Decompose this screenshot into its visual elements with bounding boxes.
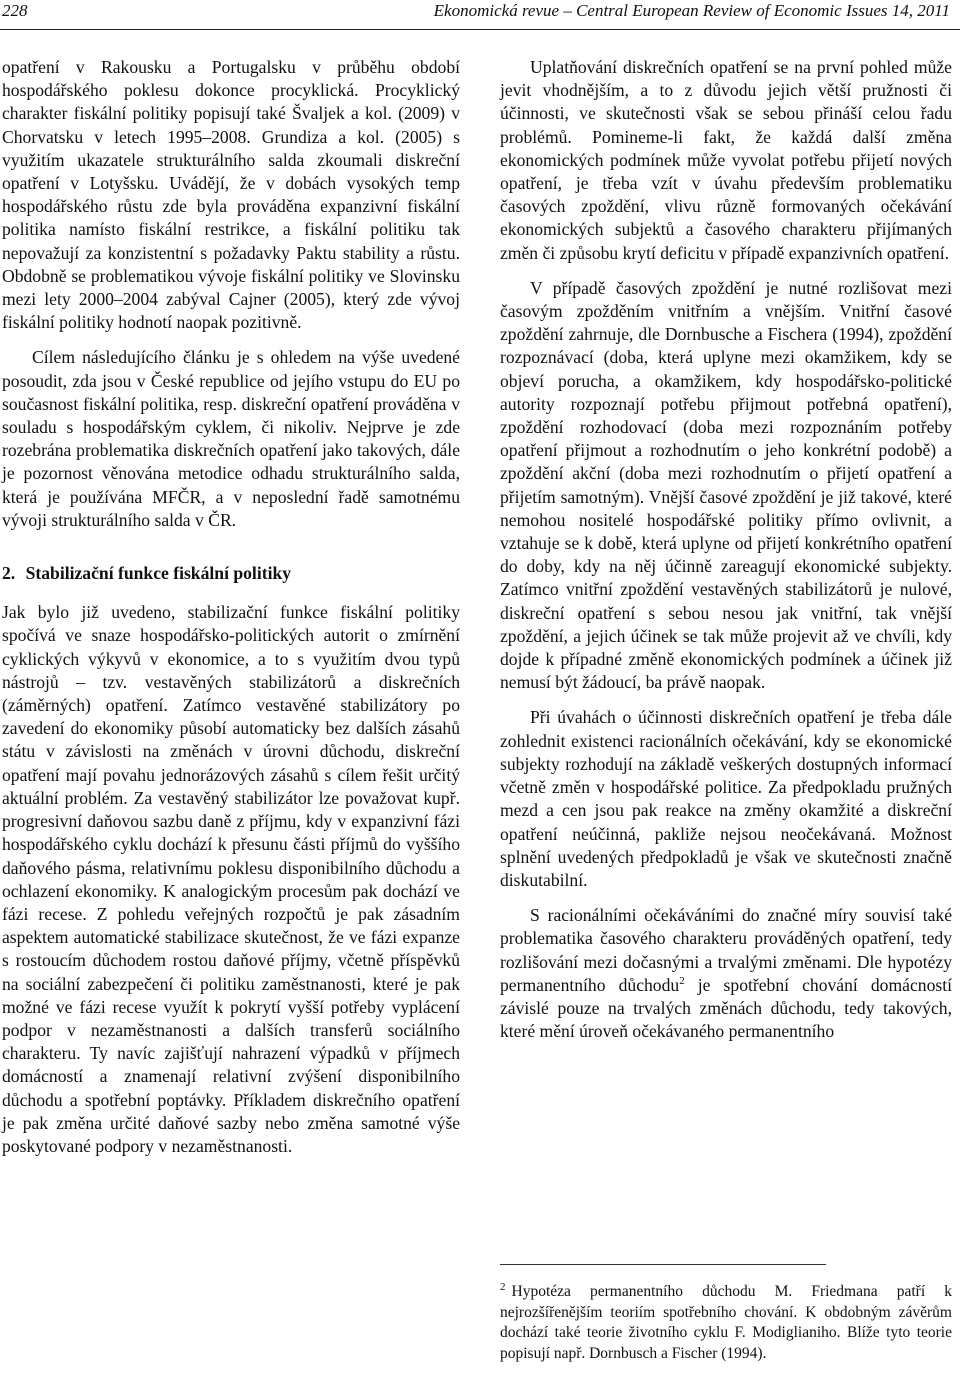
journal-title: Ekonomická revue – Central European Review of Economic Issues 14, 2011 [433, 1, 950, 20]
paragraph: Uplatňování diskrečních opatření se na první pohled může jevit vhodnějším, a to z důvodu jejich větší pružnosti či účinnosti, ve skutečnosti však se sebou přináší celou řadu problémů. Pomineme-li fakt, že každá další změna ekonomických podmínek může vyvolat potřebu přijetí nových opatření, je třeba vzít v úvahu především problematiku časových zpoždění, vlivu různě formovaných očekávání ekonomických subjektů a časového charakteru přijímaných změn či způsobu krytí deficitu v případě expanzivních opatření. [500, 57, 952, 263]
page-number: 228 [2, 1, 28, 20]
page-header [0, 0, 960, 36]
paragraph: opatření v Rakousku a Portugalsku v průběhu období hospodářského poklesu dokonce procyklická. Procyklický charakter fiskální politiky popisují také Švaljek a kol. (2009) v Chorvatsku v letech 1995–2008. Grundiza a kol. (2005) s využitím ukazatele strukturálního salda zkoumali diskreční opatření v Lotyšsku. Uvádějí, že v dobách vysokých temp hospodářského růstu zde byla prováděna expanzivní fiskální politika namísto fiskální restrikce, a fiskální politiku tak nepovažují za konzistentní s požadavky Paktu stability a růstu. Obdobně se problematikou vývoje fiskální politiky ve Slovinsku mezi lety 2000–2004 zabýval Cajner (2005), který zde vývoj fiskální politiky hodnotí naopak pozitivně. [2, 57, 460, 333]
footnote-rule [500, 1264, 826, 1265]
paragraph: Při úvahách o účinnosti diskrečních opatření je třeba dále zohlednit existenci racionálních očekávání, kdy se ekonomické subjekty rozhodují na základě veškerých dostupných informací včetně změn v hospodářské politice. Za předpokladu pružných mezd a cen jsou pak reakce na změny okamžité a diskreční opatření neúčinná, pakliže nejsou neočekávaná. Možnost splnění uvedených předpokladů je však ve skutečnosti značně diskutabilní. [500, 707, 952, 890]
footnote [500, 1282, 952, 1364]
section-heading [2, 562, 460, 585]
paragraph: Jak bylo již uvedeno, stabilizační funkce fiskální politiky spočívá ve snaze hospodářsko-politických autorit o zmírnění cyklických výkyvů v ekonomice, a to s využitím dvou typů nástrojů – tzv. vestavěných stabilizátorů a diskrečních (záměrných) opatření. Zatímco vestavěné stabilizátory po zavedení do ekonomiky působí automaticky bez dalších zásahů státu v závislosti na změnách v úrovni důchodu, diskreční opatření mají povahu jednorázových zásahů s cílem řešit určitý aktuální problém. Za vestavěný stabilizátor lze považovat kupř. progresivní daňovou sazbu daně z příjmu, kdy v expanzivní fázi hospodářského cyklu dochází k přesunu části příjmů do vyššího daňového pásma, relativnímu poklesu disponibilního důchodu a ochlazení ekonomiky. K analogickým procesům pak dochází ve fázi recese. Z pohledu veřejných rozpočtů je pak zásadním aspektem automatické stabilizace skutečnost, že ve fázi expanze s rostoucím důchodem rostou daňové příjmy, včetně příspěvků na sociální zabezpečení či politiku zaměstnanosti, které je pak možné ve fázi recese využít k pokrytí vyšší potřeby vyplácení podpor v nezaměstnanosti a dalších transferů sociálního charakteru. Ty navíc zajišťují nahrazení výpadků v příjmech domácností a znamenají relativní zvýšení disponibilního důchodu a spotřební poptávky. Příkladem diskrečního opatření je pak změna určité daňové sazby nebo změna samotné výše poskytované podpory v nezaměstnanosti. [2, 602, 460, 1156]
left-column [2, 56, 460, 1170]
footnote-reference: 2 [679, 974, 685, 987]
paragraph-text: je spotřební chování domácností závislé pouze na trvalých změnách důchodu, tedy takových, které mění úroveň očekávaného permanentního [500, 974, 952, 1042]
footnote-mark: 2 [500, 1280, 506, 1293]
header-rule [0, 29, 960, 30]
paragraph: V případě časových zpoždění je nutné rozlišovat mezi časovým zpožděním vnitřním a vnějším. Vnitřní časové zpoždění zahrnuje, dle Dornbusche a Fischera (1994), zpoždění rozpoznávací (doba, která uplyne mezi okamžikem, kdy se objeví porucha, a okamžikem, kdy hospodářsko-politické autority rozpoznají potřebu přijmout potřebná opatření), zpoždění rozhodovací (doba mezi rozpoznáním potřeby opatření přijmout a rozhodnutím o jeho konkrétní podobě) a zpoždění akční (doba mezi rozhodnutím o přijetí opatření a přijetím samotným). Vnější časové zpoždění je již takové, které nemohou nositelé hospodářské politiky přímo ovlivnit, a vztahuje se k době, která uplyne od přijetí konkrétního opatření do doby, kdy na něj účinně zareagují ekonomické subjekty. Zatímco vnitřní zpoždění vestavěných stabilizátorů je nulové, diskreční opatření s sebou nesou jak vnitřní, tak vnější zpoždění, a jejich účinek se tak může projevit až ve chvíli, kdy dojde k případné změně ekonomických podmínek a účinek již nemusí být žádoucí, ba právě naopak. [500, 277, 952, 693]
paragraph [500, 904, 952, 1043]
section-number: 2. [2, 563, 16, 584]
right-column [500, 56, 952, 1055]
paragraph: Cílem následujícího článku je s ohledem na výše uvedené posoudit, zda jsou v České republice od jejího vstupu do EU po současnost fiskální politika, resp. diskreční opatření prováděna v souladu s hospodářským cyklem, či nikoliv. Nejprve je zde rozebrána problematika diskrečních opatření jako takových, dále je pozornost věnována metodice odhadu strukturálního salda, která je používána MFČR, a v neposlední řadě samotnému vývoji strukturálního salda v ČR. [2, 347, 460, 530]
paragraph-text: S racionálními očekáváními do značné míry souvisí také problematika časového charakteru prováděných opatření, tedy rozlišování mezi dočasnými a trvalými změnami. Dle hypotézy permanentního důchodu [500, 905, 952, 995]
section-title: Stabilizační funkce fiskální politiky [25, 563, 292, 584]
footnote-text: Hypotéza permanentního důchodu M. Friedmana patří k nejrozšířenějším teoriím spotřebního chování. K obdobným závěrům dochází také teorie životního cyklu F. Modiglianiho. Blíže tyto teorie popisují např. Dornbusch a Fischer (1994). [500, 1283, 952, 1362]
